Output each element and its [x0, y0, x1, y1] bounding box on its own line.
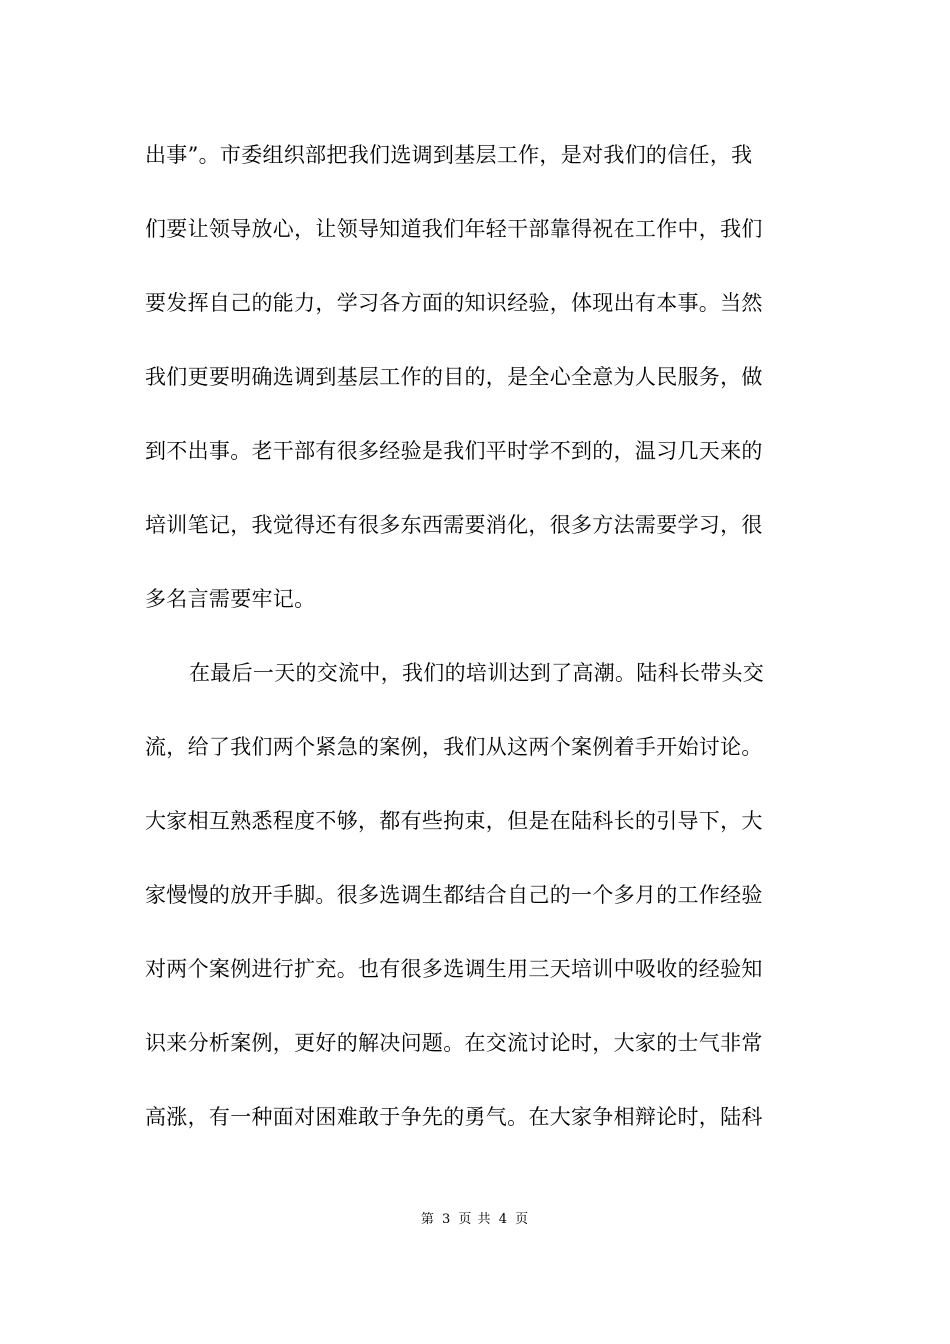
text-line: 对两个案例进行扩充。也有很多选调生用三天培训中吸收的经验知: [145, 957, 763, 981]
text-line: 高涨，有一种面对困难敢于争先的勇气。在大家争相辩论时，陆科: [145, 1105, 763, 1129]
text-line: 要发挥自己的能力，学习各方面的知识经验，体现出有本事。当然: [145, 291, 763, 315]
footer-middle: 页 共: [458, 1212, 492, 1227]
text-line: 出事”。市委组织部把我们选调到基层工作，是对我们的信任，我: [145, 143, 753, 167]
text-line: 到不出事。老干部有很多经验是我们平时学不到的，温习几天来的: [145, 439, 763, 463]
text-line: 们要让领导放心，让领导知道我们年轻干部靠得祝在工作中，我们: [145, 217, 763, 241]
text-line: 大家相互熟悉程度不够，都有些拘束，但是在陆科长的引导下，大: [145, 809, 763, 833]
body-text: [145, 130, 807, 1166]
text-line: 家慢慢的放开手脚。很多选调生都结合自己的一个多月的工作经验: [145, 883, 763, 907]
text-line: 我们更要明确选调到基层工作的目的，是全心全意为人民服务，做: [145, 365, 763, 389]
text-line: 培训笔记，我觉得还有很多东西需要消化，很多方法需要学习，很: [145, 513, 763, 537]
text-line: 流，给了我们两个紧急的案例，我们从这两个案例着手开始讨论。: [145, 735, 763, 759]
footer-suffix: 页: [515, 1212, 530, 1227]
text-line: 识来分析案例，更好的解决问题。在交流讨论时，大家的士气非常: [145, 1031, 763, 1055]
current-page-number: 3: [442, 1212, 452, 1227]
page-footer: [0, 1208, 950, 1227]
footer-prefix: 第: [420, 1212, 435, 1227]
text-line: 多名言需要牢记。: [145, 587, 316, 611]
paragraph-first-line: 在最后一天的交流中，我们的培训达到了高潮。陆科长带头交: [189, 661, 765, 685]
total-page-number: 4: [498, 1212, 508, 1227]
